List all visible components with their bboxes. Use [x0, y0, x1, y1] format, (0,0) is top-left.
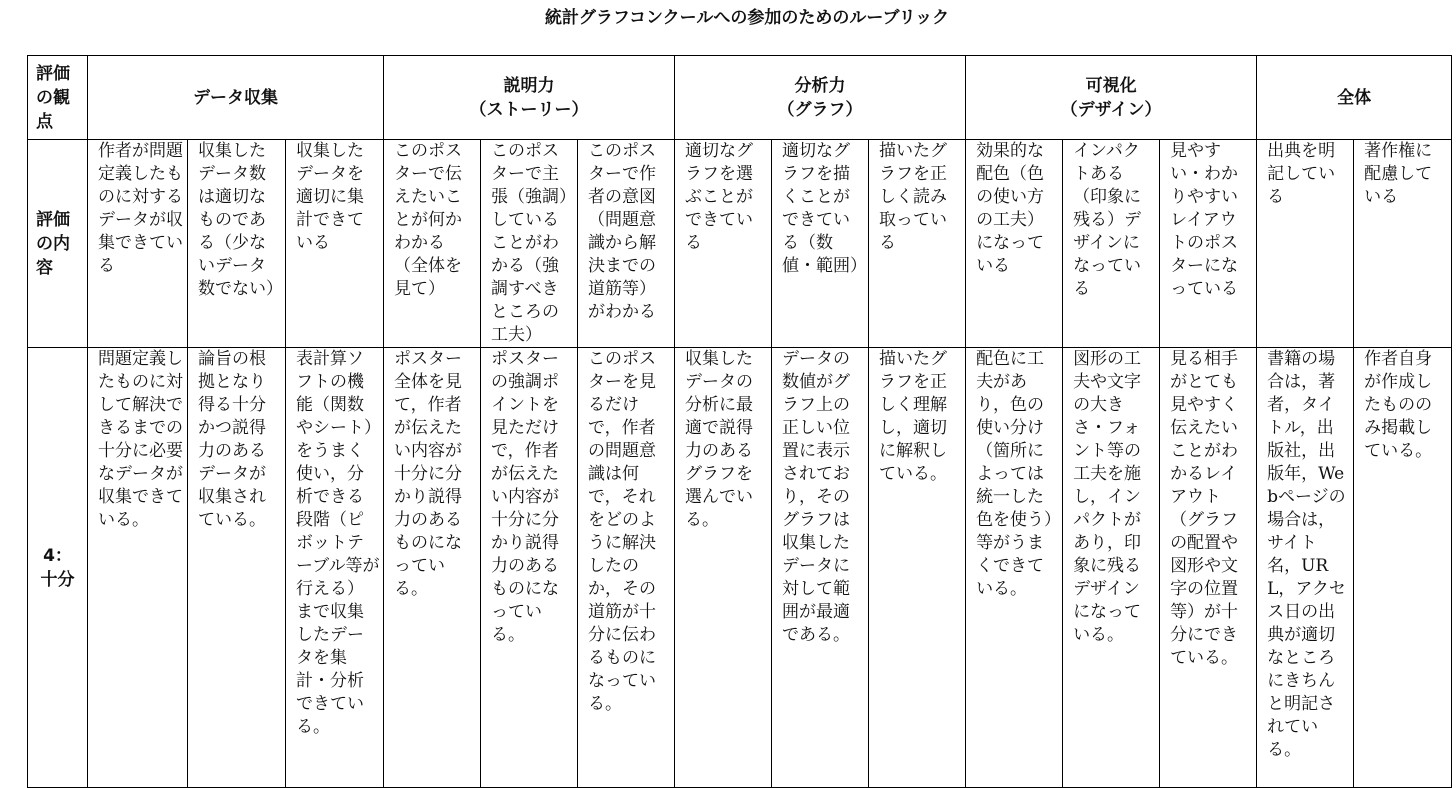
- level4-cell: 表計算ソフトの機能（関数やシート）をうまく使い，分析できる段階（ピボットテーブル等が行える）まで収集したデータを集計・分析できている。: [286, 348, 384, 788]
- level4-cell: 作者自身が作成したもののみ掲載している。: [1354, 348, 1452, 788]
- content-cell: 出典を明記している: [1257, 140, 1354, 348]
- header-row: [28, 56, 1452, 140]
- content-cell: このポスターで伝えたいことが何かわかる（全体を見て）: [384, 140, 481, 348]
- level4-cell: ポスター全体を見て，作者が伝えたい内容が十分に分かり説得力のあるものになっている。: [384, 348, 481, 788]
- category-explanation: 説明力 （ストーリー）: [384, 56, 675, 140]
- category-data-collection: データ収集: [88, 56, 384, 140]
- content-cell: 見やすい・わかりやすいレイアウトのポスターになっている: [1160, 140, 1257, 348]
- content-header: 評価 の内 容: [28, 140, 88, 348]
- content-cell: 適切なグラフを描くことができている（数値・範囲）: [772, 140, 869, 348]
- level4-cell: 描いたグラフを正しく理解し，適切に解釈している。: [869, 348, 966, 788]
- content-cell: 描いたグラフを正しく読み取っている: [869, 140, 966, 348]
- category-overall: 全体: [1257, 56, 1452, 140]
- level4-cell: このポスターを見るだけで，作者の問題意識は何で，それをどのように解決したのか，その道筋が十分に伝わるものになっている。: [578, 348, 675, 788]
- page-title: 統計グラフコンクールへの参加のためのルーブリック: [544, 8, 950, 28]
- content-cell: 作者が問題定義したものに対するデータが収集できている: [88, 140, 188, 348]
- viewpoint-header: 評価 の観 点: [28, 56, 88, 140]
- content-cell: 収集したデータ数は適切なものである（少ないデータ数でない）: [188, 140, 286, 348]
- level4-cell: データの数値がグラフ上の正しい位置に表示されており，そのグラフは収集したデータに対して範囲が最適である。: [772, 348, 869, 788]
- content-row: [28, 140, 1452, 348]
- level4-cell: 見る相手がとても見やすく伝えたいことがわかるレイアウト（グラフの配置や図形や文字の位置等）が十分にできている。: [1160, 348, 1257, 788]
- category-visualization: 可視化 （デザイン）: [966, 56, 1257, 140]
- level4-cell: ポスターの強調ポイントを見ただけで，作者が伝えたい内容が十分に分かり説得力のあるものになっている。: [481, 348, 578, 788]
- category-analysis: 分析力 （グラフ）: [675, 56, 966, 140]
- level4-header: 4： 十分: [28, 348, 88, 788]
- content-cell: 効果的な配色（色の使い方の工夫）になっている: [966, 140, 1063, 348]
- level4-cell: 図形の工夫や文字の大きさ・フォント等の工夫を施し，インパクトがあり，印象に残るデザインになっている。: [1063, 348, 1160, 788]
- content-cell: インパクトある（印象に残る）デザインになっている: [1063, 140, 1160, 348]
- level4-cell: 収集したデータの分析に最適で説得力のあるグラフを選んでいる。: [675, 348, 772, 788]
- level4-cell: 論旨の根拠となり得る十分かつ説得力のあるデータが収集されている。: [188, 348, 286, 788]
- level4-cell: 書籍の場合は，著者，タイトル，出版社，出版年，Webページの場合は，サイト名，URL，アクセス日の出典が適切なところにきちんと明記されている。: [1257, 348, 1354, 788]
- content-cell: 著作権に配慮している: [1354, 140, 1452, 348]
- level4-cell: 配色に工夫があり，色の使い分け（箇所によっては統一した色を使う）等がうまくできている。: [966, 348, 1063, 788]
- level4-row: [28, 348, 1452, 788]
- content-cell: 収集したデータを適切に集計できている: [286, 140, 384, 348]
- content-cell: このポスターで作者の意図（問題意識から解決までの道筋等）がわかる: [578, 140, 675, 348]
- level4-cell: 問題定義したものに対して解決できるまでの十分に必要なデータが収集できている。: [88, 348, 188, 788]
- content-cell: 適切なグラフを選ぶことができている: [675, 140, 772, 348]
- content-cell: このポスターで主張（強調）していることがわかる（強調すべきところの工夫）: [481, 140, 578, 348]
- rubric-table: [27, 55, 1452, 788]
